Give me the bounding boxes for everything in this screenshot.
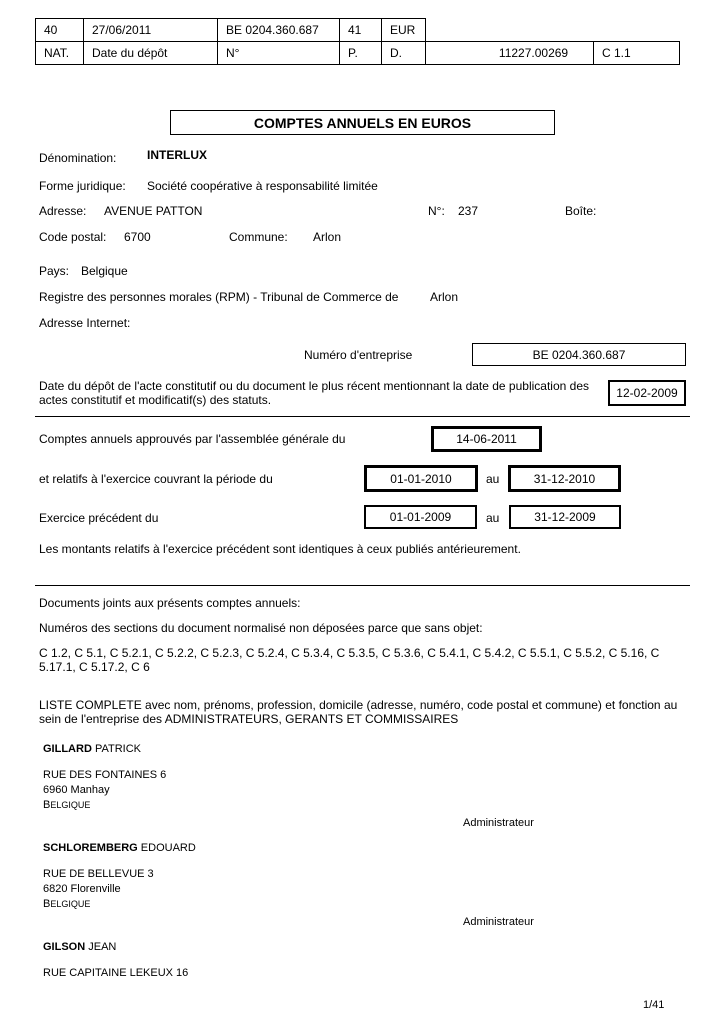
adresse-label: Adresse:	[39, 204, 87, 218]
au-label: au	[486, 472, 500, 486]
commune-label: Commune:	[229, 230, 288, 244]
code-postal-label: Code postal:	[39, 230, 107, 244]
header-cell: 40	[36, 19, 84, 42]
numero-value: 237	[458, 204, 479, 218]
header-cell: P.	[340, 42, 382, 65]
periode-start: 01-01-2010	[364, 465, 478, 492]
person-street: RUE DE BELLEVUE 3	[43, 868, 154, 880]
person-street: RUE DES FONTAINES 6	[43, 769, 167, 781]
precedent-label: Exercice précédent du	[39, 511, 159, 525]
approuves-label: Comptes annuels approuvés par l'assemblée générale du	[39, 432, 346, 446]
header-row-2	[36, 42, 680, 65]
boite-label: Boîte:	[565, 204, 597, 218]
entreprise-label: Numéro d'entreprise	[304, 348, 413, 362]
person-street: RUE CAPITAINE LEKEUX 16	[43, 967, 189, 979]
header-cell: EUR	[382, 19, 426, 42]
header-table	[35, 18, 680, 65]
numero-label: N°:	[428, 204, 445, 218]
header-cell: Date du dépôt	[84, 42, 218, 65]
person-name: SCHLOREMBERG EDOUARD	[43, 842, 196, 854]
header-cell: 41	[340, 19, 382, 42]
depot-acte-date: 12-02-2009	[608, 380, 686, 406]
divider	[35, 416, 690, 417]
au-label: au	[486, 511, 500, 525]
person-role: Administrateur	[463, 916, 534, 928]
depot-acte-text: Date du dépôt de l'acte constitutif ou du document le plus récent mentionnant la date de publication des actes constitutif et modificatif(s) des statuts.	[39, 379, 589, 407]
person-city: 6960 Manhay	[43, 784, 110, 796]
registre-value: Arlon	[430, 290, 459, 304]
header-cell: D.	[382, 42, 426, 65]
denomination-value: INTERLUX	[147, 148, 207, 162]
denomination-label: Dénomination:	[39, 151, 117, 165]
registre-label: Registre des personnes morales (RPM) - Tribunal de Commerce de	[39, 290, 399, 304]
pays-value: Belgique	[81, 264, 128, 278]
person-city: 6820 Florenville	[43, 883, 121, 895]
forme-label: Forme juridique:	[39, 179, 126, 193]
person-country: BELGIQUE	[43, 898, 91, 910]
sections-list: C 1.2, C 5.1, C 5.2.1, C 5.2.2, C 5.2.3, C 5.2.4, C 5.3.4, C 5.3.5, C 5.3.6, C 5.4.1, C 5.4.2, C 5.5.1, C 5.5.2, C 5.16, C 5.17.1, C 5.17.2, C 6	[39, 646, 660, 674]
periode-label: et relatifs à l'exercice couvrant la période du	[39, 472, 273, 486]
internet-label: Adresse Internet:	[39, 316, 131, 330]
person-country: BELGIQUE	[43, 799, 91, 811]
adresse-value: AVENUE PATTON	[104, 204, 203, 218]
divider	[35, 585, 690, 586]
person-role: Administrateur	[463, 817, 534, 829]
person-name: GILSON JEAN	[43, 941, 117, 953]
commune-value: Arlon	[313, 230, 342, 244]
documents-joints: Documents joints aux présents comptes annuels:	[39, 596, 301, 610]
header-cell: N°	[218, 42, 340, 65]
approuves-date: 14-06-2011	[431, 426, 542, 452]
periode-end: 31-12-2010	[508, 465, 621, 492]
precedent-end: 31-12-2009	[509, 505, 621, 529]
precedent-start: 01-01-2009	[364, 505, 477, 529]
header-cell: C 1.1	[594, 42, 680, 65]
page-title: COMPTES ANNUELS EN EUROS	[170, 110, 555, 135]
montants-note: Les montants relatifs à l'exercice précédent sont identiques à ceux publiés antérieurement.	[39, 542, 521, 556]
header-cell: 27/06/2011	[84, 19, 218, 42]
header-cell: NAT.	[36, 42, 84, 65]
person-name: GILLARD PATRICK	[43, 743, 141, 755]
forme-value: Société coopérative à responsabilité limitée	[147, 179, 378, 193]
sections-label: Numéros des sections du document normalisé non déposées parce que sans objet:	[39, 621, 483, 635]
pays-label: Pays:	[39, 264, 70, 278]
entreprise-value: BE 0204.360.687	[472, 343, 686, 366]
header-cell: 11227.00269	[426, 42, 594, 65]
header-row-1	[36, 19, 680, 42]
liste-complete: LISTE COMPLETE avec nom, prénoms, profession, domicile (adresse, numéro, code postal et commune) et fonction au sein de l'entreprise des ADMINISTRATEURS, GERANTS ET COMMISSAIRES	[39, 698, 678, 726]
code-postal-value: 6700	[124, 230, 151, 244]
page-number: 1/41	[643, 999, 665, 1011]
header-cell: BE 0204.360.687	[218, 19, 340, 42]
